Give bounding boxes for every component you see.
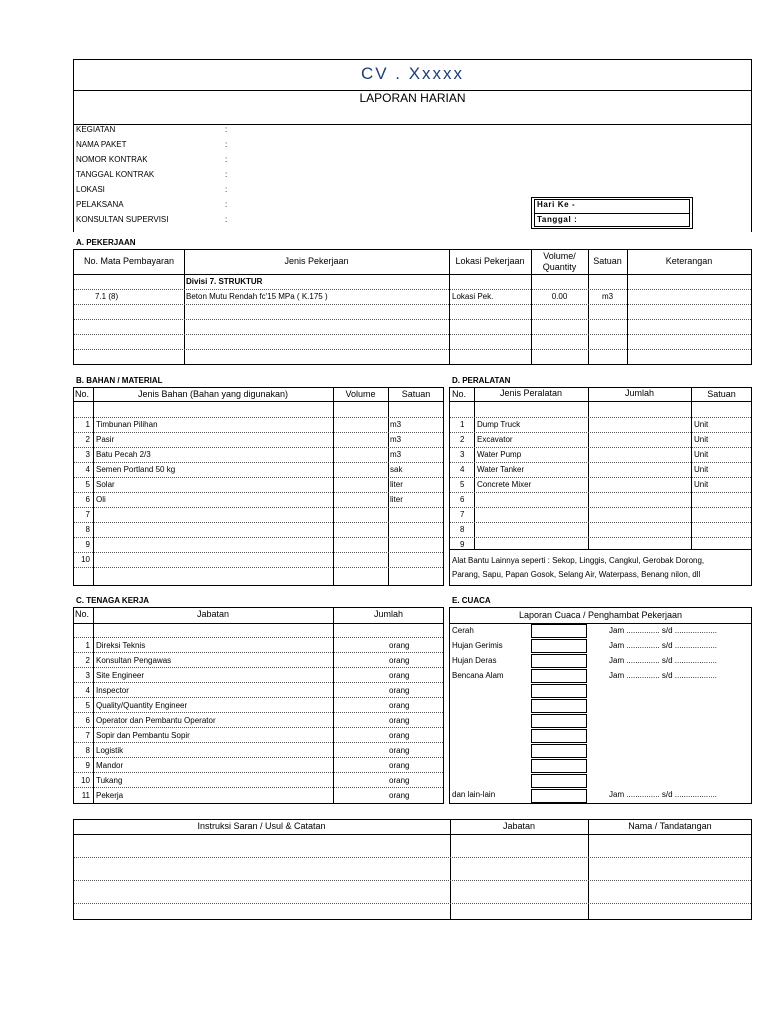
row-nama: Timbunan Pilihan	[96, 420, 158, 429]
row-satuan: orang	[389, 761, 410, 770]
row-no: 7	[85, 510, 90, 519]
row-jabatan: Pekerja	[96, 791, 124, 800]
info-sep: :	[225, 155, 228, 164]
row-no: 4	[85, 686, 90, 695]
row-no: 6	[85, 716, 90, 725]
row-no: 4	[85, 465, 90, 474]
cuaca-kondisi-lain: dan lain-lain	[452, 790, 496, 799]
row-satuan: orang	[389, 731, 410, 740]
row-no: 7.1 (8)	[95, 292, 119, 301]
row-jabatan: Sopir dan Pembantu Sopir	[96, 731, 190, 740]
row-nama: Semen Portland 50 kg	[96, 465, 176, 474]
alat-bantu-note-line2: Parang, Sapu, Papan Gosok, Selang Air, Waterpass, Benang nilon, dll	[452, 570, 701, 579]
row-jabatan: Quality/Quantity Engineer	[96, 701, 188, 710]
cuaca-table	[449, 607, 752, 804]
row-no: 1	[85, 641, 90, 650]
row-satuan: sak	[390, 465, 403, 474]
row-nama: Water Tanker	[477, 465, 525, 474]
row-no: 2	[85, 656, 90, 665]
row-satuan: orang	[389, 791, 410, 800]
cuaca-kondisi-bencana-alam: Bencana Alam	[452, 671, 504, 680]
row-satuan: orang	[389, 671, 410, 680]
col-header-no: No.	[75, 389, 90, 399]
row-jabatan: Site Engineer	[96, 671, 145, 680]
division-label: Divisi 7. STRUKTUR	[186, 277, 263, 286]
weather-checkbox	[531, 699, 587, 713]
col-header-jenis-peralatan: Jenis Peralatan	[499, 388, 563, 398]
row-no: 4	[460, 465, 465, 474]
col-header-no-mata: No. Mata Pembayaran	[83, 256, 175, 266]
row-satuan: orang	[389, 716, 410, 725]
info-label-lokasi: LOKASI	[76, 185, 105, 194]
col-header-no: No.	[75, 609, 90, 619]
row-jabatan: Konsultan Pengawas	[96, 656, 172, 665]
row-no: 2	[460, 435, 465, 444]
weather-checkbox	[531, 729, 587, 743]
row-satuan: Unit	[694, 420, 709, 429]
row-no: 7	[85, 731, 90, 740]
row-satuan: Unit	[694, 450, 709, 459]
company-name: CV . Xxxxx	[360, 64, 465, 83]
row-no: 3	[85, 671, 90, 680]
col-header-volume: Volume	[345, 389, 376, 399]
info-sep: :	[225, 200, 228, 209]
col-header-jenis-pekerjaan: Jenis Pekerjaan	[284, 256, 349, 266]
weather-checkbox	[531, 759, 587, 773]
row-nama: Batu Pecah 2/3	[96, 450, 151, 459]
row-nama: Oli	[96, 495, 106, 504]
weather-checkbox	[531, 714, 587, 728]
cuaca-jam: Jam ............... s/d ...................	[609, 641, 718, 650]
col-header-keterangan: Keterangan	[665, 256, 713, 266]
row-no: 9	[85, 761, 90, 770]
row-no: 10	[81, 776, 90, 785]
weather-checkbox	[531, 789, 587, 803]
section-a-title: A. PEKERJAAN	[76, 238, 136, 247]
row-no: 9	[85, 540, 90, 549]
row-lokasi: Lokasi Pek.	[452, 292, 494, 301]
row-jenis: Beton Mutu Rendah fc'15 MPa ( K.175 )	[186, 292, 328, 301]
col-header-lokasi: Lokasi Pekerjaan	[455, 256, 525, 266]
row-no: 1	[85, 420, 90, 429]
weather-checkbox	[531, 639, 587, 653]
weather-checkbox	[531, 624, 587, 638]
row-no: 5	[460, 480, 465, 489]
col-header-instruksi: Instruksi Saran / Usul & Catatan	[197, 821, 326, 831]
row-satuan: m3	[390, 450, 402, 459]
row-no: 3	[85, 450, 90, 459]
row-no: 2	[85, 435, 90, 444]
section-b-title: B. BAHAN / MATERIAL	[76, 376, 163, 385]
weather-checkbox	[531, 684, 587, 698]
row-jabatan: Inspector	[96, 686, 129, 695]
weather-checkbox	[531, 654, 587, 668]
row-satuan: orang	[389, 701, 410, 710]
cuaca-kondisi-hujan-gerimis: Hujan Gerimis	[452, 641, 503, 650]
col-header-quantity: Quantity	[542, 262, 577, 272]
info-label-tanggal-kontrak: TANGGAL KONTRAK	[76, 170, 155, 179]
weather-checkbox	[531, 774, 587, 788]
section-c-title: C. TENAGA KERJA	[76, 596, 150, 605]
row-no: 11	[81, 791, 90, 800]
alat-bantu-note-line1: Alat Bantu Lainnya seperti : Sekop, Linggis, Cangkul, Gerobak Dorong,	[452, 556, 705, 565]
row-satuan: m3	[390, 435, 402, 444]
cuaca-jam: Jam ............... s/d ...................	[609, 790, 718, 799]
row-nama: Water Pump	[477, 450, 522, 459]
col-header-jumlah: Jumlah	[624, 388, 654, 398]
weather-checkbox	[531, 744, 587, 758]
section-e-title: E. CUACA	[452, 596, 491, 605]
row-satuan: Unit	[694, 480, 709, 489]
col-header-jabatan: Jabatan	[502, 821, 536, 831]
row-satuan: m3	[390, 420, 402, 429]
row-no: 1	[460, 420, 465, 429]
info-sep: :	[225, 215, 228, 224]
row-nama: Pasir	[96, 435, 115, 444]
col-header-no: No.	[452, 389, 467, 399]
row-satuan: orang	[389, 746, 410, 755]
row-satuan: liter	[390, 495, 403, 504]
row-nama: Dump Truck	[477, 420, 521, 429]
row-nama: Concrete Mixer	[477, 480, 532, 489]
cuaca-jam: Jam ............... s/d ...................	[609, 656, 718, 665]
row-satuan: liter	[390, 480, 403, 489]
info-sep: :	[225, 185, 228, 194]
row-jabatan: Operator dan Pembantu Operator	[96, 716, 216, 725]
col-header-volume: Volume/	[543, 251, 576, 261]
row-jabatan: Tukang	[96, 776, 123, 785]
info-label-nomor-kontrak: NOMOR KONTRAK	[76, 155, 148, 164]
col-header-satuan: Satuan	[593, 256, 622, 266]
report-title: LAPORAN HARIAN	[359, 91, 466, 105]
weather-checkbox	[531, 669, 587, 683]
info-sep: :	[225, 170, 228, 179]
col-header-jumlah: Jumlah	[373, 609, 403, 619]
cuaca-jam: Jam ............... s/d ...................	[609, 671, 718, 680]
hari-ke-label: Hari Ke -	[537, 200, 576, 209]
row-volume: 0.00	[551, 292, 568, 301]
cuaca-header: Laporan Cuaca / Penghambat Pekerjaan	[518, 610, 683, 620]
row-no: 8	[460, 525, 465, 534]
row-nama: Excavator	[477, 435, 513, 444]
row-satuan: Unit	[694, 465, 709, 474]
info-sep: :	[225, 140, 228, 149]
row-no: 9	[460, 540, 465, 549]
section-d-title: D. PERALATAN	[452, 376, 511, 385]
row-satuan: Unit	[694, 435, 709, 444]
row-satuan: m3	[601, 292, 614, 301]
info-label-kegiatan: KEGIATAN	[76, 125, 116, 134]
row-no: 6	[460, 495, 465, 504]
row-satuan: orang	[389, 686, 410, 695]
cuaca-jam: Jam ............... s/d ...................	[609, 626, 718, 635]
col-header-jabatan: Jabatan	[196, 609, 230, 619]
row-satuan: orang	[389, 656, 410, 665]
col-header-satuan: Satuan	[707, 389, 736, 399]
row-no: 3	[460, 450, 465, 459]
info-sep: :	[225, 125, 228, 134]
row-no: 5	[85, 701, 90, 710]
row-no: 10	[81, 555, 90, 564]
row-no: 8	[85, 525, 90, 534]
tanggal-label: Tanggal :	[537, 215, 578, 224]
info-label-pelaksana: PELAKSANA	[76, 200, 124, 209]
cuaca-kondisi-cerah: Cerah	[452, 626, 474, 635]
row-nama: Solar	[96, 480, 115, 489]
row-satuan: orang	[389, 776, 410, 785]
row-jabatan: Logistik	[96, 746, 124, 755]
row-no: 5	[85, 480, 90, 489]
row-jabatan: Mandor	[96, 761, 124, 770]
col-header-jenis-bahan: Jenis Bahan (Bahan yang digunakan)	[137, 389, 289, 399]
pekerjaan-table	[73, 249, 752, 365]
row-no: 6	[85, 495, 90, 504]
row-no: 7	[460, 510, 465, 519]
cuaca-kondisi-hujan-deras: Hujan Deras	[452, 656, 497, 665]
info-label-nama-paket: NAMA PAKET	[76, 140, 127, 149]
row-jabatan: Direksi Teknis	[96, 641, 146, 650]
col-header-nama-tandatangan: Nama / Tandatangan	[628, 821, 712, 831]
row-satuan: orang	[389, 641, 410, 650]
row-no: 8	[85, 746, 90, 755]
info-label-konsultan: KONSULTAN SUPERVISI	[76, 215, 169, 224]
col-header-satuan: Satuan	[401, 389, 431, 399]
